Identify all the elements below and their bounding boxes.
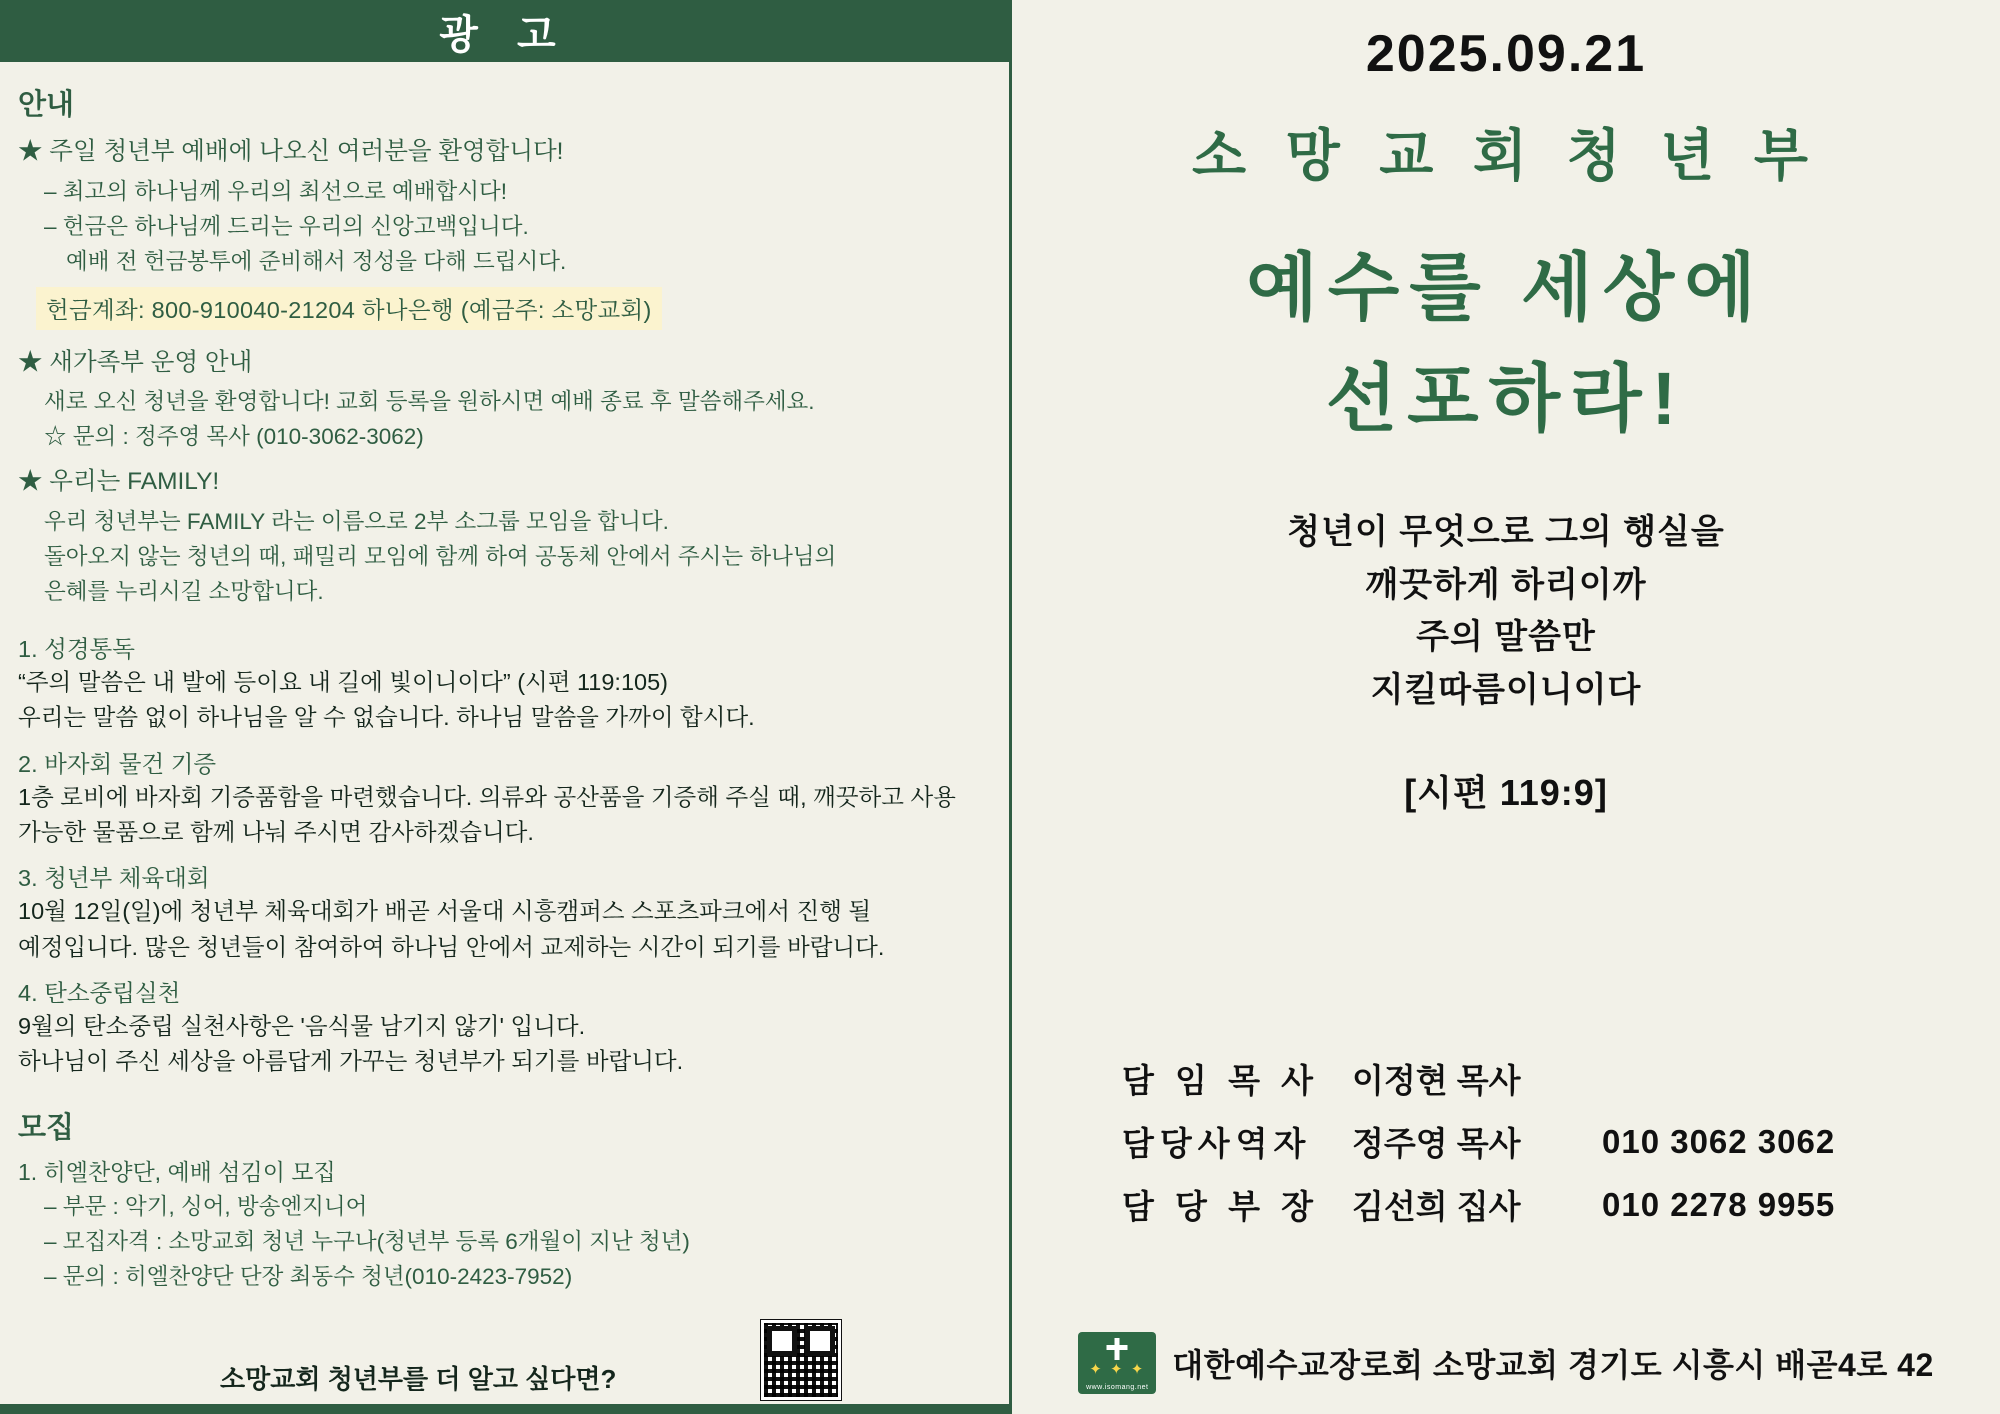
verse-line: 지킬따름이니이다 (1370, 671, 1642, 710)
notice-line: ☆ 문의 : 정주영 목사 (010-3062-3062) (44, 424, 424, 450)
recruit-line: 1. 히엘찬양단, 예배 섬김이 모집 (18, 1158, 336, 1185)
staff-row (1072, 1181, 1940, 1228)
theme-line-2: 선포하라! (1325, 357, 1687, 440)
recruit-section-title: 모집 (18, 1111, 75, 1144)
verse-line: 주의 말씀만 (1416, 618, 1596, 657)
notice-line: ★ 주일 청년부 예배에 나오신 여러분을 환영합니다! (18, 138, 564, 165)
recruit-line: – 모집자격 : 소망교회 청년 누구나(청년부 등록 6개월이 지난 청년) (44, 1229, 690, 1255)
recruit-line: – 문의 : 히엘찬양단 단장 최동수 청년(010-2423-7952) (44, 1264, 573, 1290)
left-footer-band (0, 1404, 1009, 1414)
staff-row (1072, 1118, 1940, 1165)
staff-phone: 010 2278 9955 (1602, 1185, 1836, 1223)
announcements-header: 광 고 (0, 0, 1009, 62)
staff-name: 김선희 집사 (1352, 1188, 1521, 1225)
notice-line: ★ 우리는 FAMILY! (18, 468, 220, 496)
church-footer (1012, 1332, 2000, 1394)
item-body-line: 1층 로비에 바자회 기증품함을 마련했습니다. 의류와 공산품을 기증해 주실 때, 깨끗하고 사용 (18, 783, 956, 810)
item-body-line: “주의 말씀은 내 발에 등이요 내 길에 빛이니이다” (시편 119:105) (18, 668, 668, 695)
item-heading: 1. 성경통독 (18, 635, 135, 662)
item-heading: 3. 청년부 체육대회 (18, 865, 210, 892)
notice-line: 돌아오지 않는 청년의 때, 패밀리 모임에 함께 하여 공동체 안에서 주시는 하나님의 (44, 543, 837, 569)
offering-account-highlight: 헌금계좌: 800-910040-21204 하나은행 (예금주: 소망교회) (36, 287, 662, 330)
notice-line: 새로 오신 청년을 환영합니다! 교회 등록을 원하시면 예배 종료 후 말씀해주세요. (44, 389, 815, 415)
staff-row (1072, 1055, 1940, 1102)
right-panel-cover (1012, 0, 2000, 1414)
verse-line: 청년이 무엇으로 그의 행실을 (1287, 513, 1725, 551)
item-body-line: 9월의 탄소중립 실천사항은 '음식물 남기지 않기' 입니다. (18, 1013, 586, 1039)
staff-name: 이정현 목사 (1352, 1062, 1521, 1099)
notice-line: 우리 청년부는 FAMILY 라는 이름으로 2부 소그룹 모임을 합니다. (44, 509, 669, 535)
item-body-line: 예정입니다. 많은 청년들이 참여하여 하나님 안에서 교제하는 시간이 되기를 바랍니다. (18, 933, 885, 960)
notice-line: – 헌금은 하나님께 드리는 우리의 신앙고백입니다. (44, 213, 529, 239)
service-date: 2025.09.21 (1365, 25, 1647, 83)
church-address: 대한예수교장로회 소망교회 경기도 시흥시 배곧4로 42 (1172, 1347, 1934, 1383)
item-body-line: 10월 12일(일)에 청년부 체육대회가 배곧 서울대 시흥캠퍼스 스포츠파크에서 진행 될 (18, 898, 872, 925)
item-body-line: 하나님이 주신 세상을 아름답게 가꾸는 청년부가 되기를 바랍니다. (18, 1048, 684, 1075)
notice-line: ★ 새가족부 운영 안내 (18, 348, 253, 376)
church-logo-icon (1078, 1332, 1156, 1394)
verse-reference: [시편 119:9] (1404, 771, 1608, 813)
item-body-line: 우리는 말씀 없이 하나님을 알 수 없습니다. 하나님 말씀을 가까이 합시다. (18, 704, 755, 731)
announcements-body (0, 62, 1009, 1293)
staff-phone: 010 3062 3062 (1602, 1122, 1836, 1160)
theme-block (1012, 232, 2000, 454)
church-department-title: 소 망 교 회 청 년 부 (1191, 124, 1821, 187)
more-info-text: 소망교회 청년부를 더 알고 싶다면? (220, 1364, 617, 1394)
qr-code-icon[interactable] (761, 1320, 841, 1400)
announcement-items (18, 630, 991, 1079)
staff-role: 담 임 목 사 (1122, 1062, 1320, 1099)
item-body-line: 가능한 물품으로 함께 나눠 주시면 감사하겠습니다. (18, 818, 534, 845)
notice-line: 예배 전 헌금봉투에 준비해서 정성을 다해 드립시다. (66, 248, 567, 274)
notice-section-title: 안내 (18, 89, 75, 121)
recruit-line: – 부문 : 악기, 싱어, 방송엔지니어 (44, 1194, 368, 1220)
theme-line-1: 예수를 세상에 (1246, 246, 1766, 329)
cross-icon (1115, 1338, 1120, 1360)
verse-line: 깨끗하게 하리이까 (1365, 565, 1647, 604)
notice-line: – 최고의 하나님께 우리의 최선으로 예배합시다! (44, 178, 507, 204)
verse-block (1012, 506, 2000, 717)
staff-list (1012, 1055, 2000, 1244)
staff-name: 정주영 목사 (1352, 1125, 1521, 1162)
logo-label: www.isomang.net (1086, 1384, 1149, 1391)
item-heading: 2. 바자회 물건 기증 (18, 750, 217, 777)
staff-role: 담 당 부 장 (1122, 1188, 1320, 1225)
notice-line: 은혜를 누리시길 소망합니다. (44, 578, 324, 604)
staff-role: 담당사역자 (1122, 1125, 1312, 1162)
recruit-section (18, 1105, 991, 1293)
item-heading: 4. 탄소중립실천 (18, 980, 181, 1006)
logo-stars: ✦ ✦ ✦ (1089, 1361, 1146, 1378)
